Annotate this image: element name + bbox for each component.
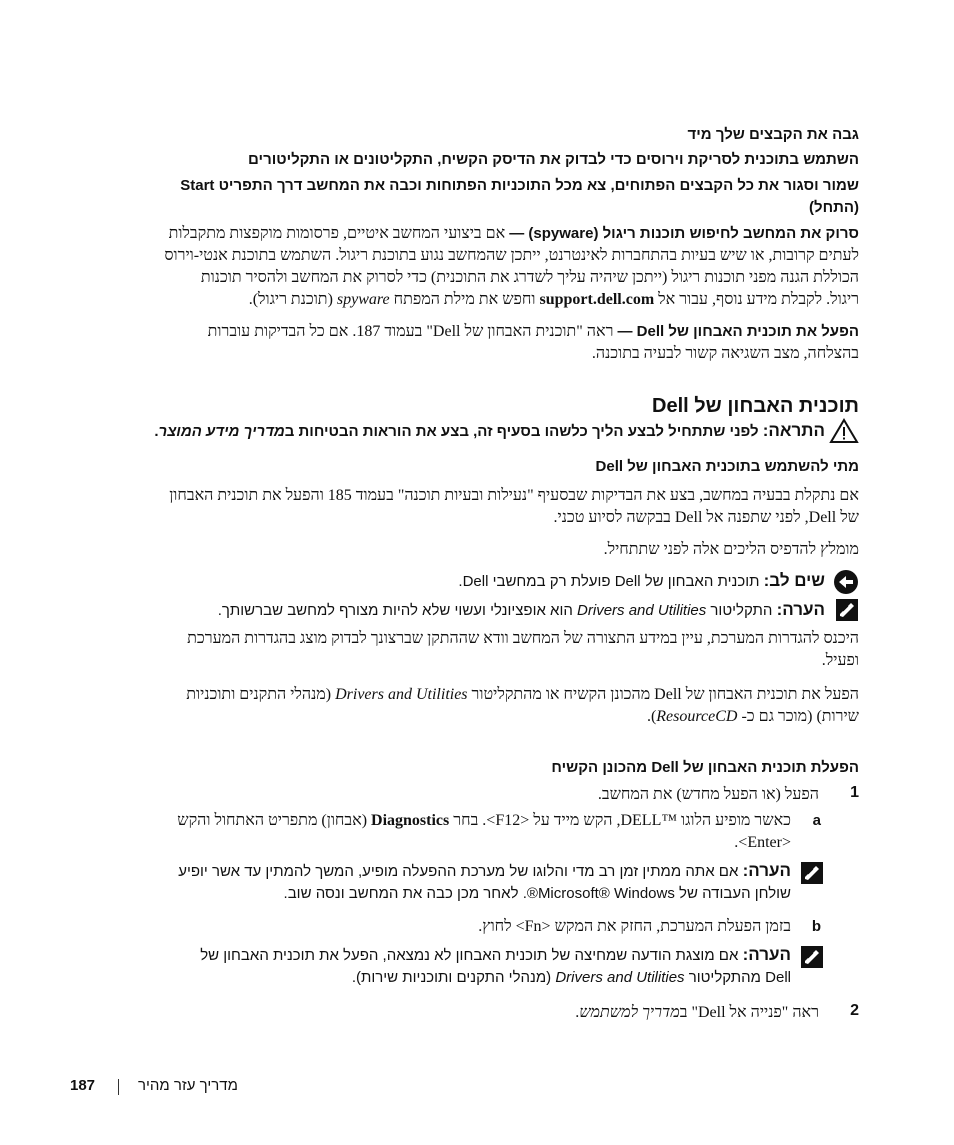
start-text-2a: שירות) (מוכר גם כ- — [737, 708, 859, 725]
tip-save-close-line1: שמור וסגור את כל הקבצים הפתוחים, צא מכל התוכניות הפתוחות וכבה את המחשב דרך התפריט Start — [180, 177, 859, 194]
footer-divider — [118, 1079, 119, 1095]
step-1-text: הפעל (או הפעל מחדש) את המחשב. — [597, 786, 819, 803]
hd-title: הפעלת תוכנית האבחון של Dell מהכונן הקשיח — [551, 759, 859, 776]
run-diag-heading: הפעל את תוכנית האבחון של Dell — — [617, 323, 859, 340]
caution-text-3: . — [154, 423, 159, 440]
note1-cd-name: Drivers and Utilities — [577, 602, 707, 619]
notice-text: תוכנית האבחון של Dell פועלת רק במחשבי Dell. — [458, 573, 764, 590]
start-text-1c: (מנהלי התקנים ותוכניות — [186, 686, 336, 703]
note1-text-1: התקליטור — [706, 602, 777, 619]
spyware-text-4e: (תוכנת ריגול). — [248, 291, 337, 308]
caution-label: התראה: — [762, 421, 825, 440]
when-text-1: אם נתקלת בבעיה במחשב, בצע את הבדיקות שבסעיף "נעילות ובעיות תוכנה" בעמוד 185 והפעל את תוכנית האבחון — [169, 487, 859, 504]
notice — [99, 568, 859, 595]
spyware-keyword: spyware — [336, 291, 390, 308]
step-1-number: 1 — [850, 784, 859, 801]
run-diag-text-2: בהצלחה, מצב השגיאה קשור לבעיה בתוכנה. — [591, 345, 859, 362]
step-a-text-2: (אבחון) מתפריט האתחול והקש — [177, 812, 372, 829]
note2-text-2: שולחן העבודה של Microsoft® Windows®. לאחר מכן כבה את המחשב ונסה שוב. — [283, 885, 791, 902]
spyware-text-4c: וחפש את מילת המפתח — [389, 291, 540, 308]
tip-backup: גבה את הקבצים שלך מיד — [687, 126, 859, 143]
start-paragraph — [99, 684, 859, 728]
step-b-text: בזמן הפעלת המערכת, החזק את המקש <Fn> לחוץ. — [478, 918, 791, 935]
step-2-number: 2 — [850, 1002, 859, 1019]
tip-antivirus: השתמש בתוכנית לסריקת וירוסים כדי לבדוק את הדיסק הקשיח, התקליטונים או התקליטורים — [248, 151, 859, 168]
step-2-text — [99, 1002, 819, 1024]
note-icon — [800, 945, 824, 969]
notice-icon — [833, 569, 859, 595]
note-partition — [94, 944, 824, 989]
start-resourcecd: ResourceCD — [656, 708, 738, 725]
when-text-2: של Dell, לפני שתפנה אל Dell בבקשה לסיוע טכני. — [553, 509, 859, 526]
step-a-letter: a — [812, 812, 821, 829]
caution-text-1: לפני שתתחיל לבצע הליך כלשהו בסעיף זה, בצע את הוראות הבטיחות ב — [284, 423, 763, 440]
note1-label: הערה: — [776, 600, 825, 619]
section-title: תוכנית האבחון של Dell — [652, 395, 859, 417]
spyware-text-1: אם ביצועי המחשב איטיים, פרסומות מוקפצות מתקבלות — [168, 225, 510, 242]
note3-text-2a: Dell מהתקליטור — [684, 969, 791, 986]
setup-paragraph — [99, 628, 859, 672]
setup-text-1: היכנס להגדרות המערכת, עיין במידע התצורה של המחשב וודא שההתקן שברצונך לבדוק מוצג בהגדרות המערכת — [187, 630, 859, 647]
setup-text-2: ופעיל. — [821, 652, 859, 669]
step-a-diagnostics: Diagnostics — [371, 812, 450, 829]
caution-icon — [829, 418, 859, 444]
notice-label: שים לב: — [763, 571, 825, 590]
note-icon — [800, 861, 824, 885]
caution — [99, 418, 859, 445]
note3-cd-name: Drivers and Utilities — [555, 969, 685, 986]
support-link[interactable]: support.dell.com — [539, 291, 655, 308]
note2-label: הערה: — [742, 861, 791, 880]
tip-save-close — [99, 175, 859, 219]
start-text-2c: ). — [646, 708, 657, 725]
step-a-text-1: כאשר מופיע הלוגו ™DELL, הקש מייד על <F12>. בחר — [449, 812, 791, 829]
spyware-heading: סרוק את המחשב לחיפוש תוכנות ריגול (spyware) — — [509, 225, 859, 242]
start-text-1a: הפעל את תוכנית האבחון של Dell מהכונן הקשיח או מהתקליטור — [467, 686, 859, 703]
note-wait — [94, 860, 824, 905]
note3-text-1: אם מוצגת הודעה שמחיצה של תוכנית האבחון לא נמצאה, הפעל את תוכנית האבחון של — [200, 947, 743, 964]
step-b-letter: b — [811, 918, 821, 935]
step-2-text-1: ראה "פנייה אל Dell" ב — [679, 1004, 819, 1021]
note3-label: הערה: — [742, 945, 791, 964]
tip-save-close-line2: (התחל) — [809, 199, 859, 216]
run-diag-text-1: ראה "תוכנית האבחון של Dell" בעמוד 187. אם כל הבדיקות עוברות — [207, 323, 618, 340]
step-a-text — [91, 810, 791, 854]
footer-guide-title: מדריך עזר מהיר — [138, 1077, 238, 1094]
caution-text-2: מדריך מידע המוצר — [158, 423, 285, 440]
step-2-text-2: . — [575, 1004, 580, 1021]
when-paragraph — [99, 485, 859, 529]
step-2-guide: מדריך למשתמש — [579, 1004, 680, 1021]
start-cd-name: Drivers and Utilities — [335, 686, 468, 703]
spyware-text-4a: ריגול. לקבלת מידע נוסף, עבור אל — [654, 291, 859, 308]
page-number: 187 — [70, 1077, 96, 1094]
note2-text-1: אם אתה ממתין זמן רב מדי והלוגו של מערכת ההפעלה מופיע, המשך להמתין עד אשר יופיע — [178, 863, 743, 880]
step-a-line2: <Enter>. — [734, 834, 791, 851]
note-icon — [835, 598, 859, 622]
note3-text-2c: (מנהלי התקנים ותוכניות שירות). — [351, 969, 556, 986]
note-cd-optional — [99, 597, 859, 624]
note1-text-3: הוא אופציונלי ועשוי שלא להיות מצורף למחשב שברשותך. — [217, 602, 578, 619]
spyware-text-2: לעתים קרובות, או שיש בעיות בהתחברות לאינטרנט, ייתכן שהמחשב נגוע בתוכנת ריגול. השתמש בתוכנת אנטי-וירוס — [164, 247, 859, 264]
when-title: מתי להשתמש בתוכנית האבחון של Dell — [595, 458, 859, 475]
tip-spyware — [99, 223, 859, 311]
tip-run-diagnostics — [99, 321, 859, 365]
spyware-text-3: הכוללת הגנה מפני תוכנות ריגול (ייתכן שיהיה עליך לשדרג את התוכנית) כדי לסרוק את המחשב ולהסיר תוכנות — [200, 269, 859, 286]
recommend-text: מומלץ להדפיס הליכים אלה לפני שתתחיל. — [603, 541, 859, 558]
